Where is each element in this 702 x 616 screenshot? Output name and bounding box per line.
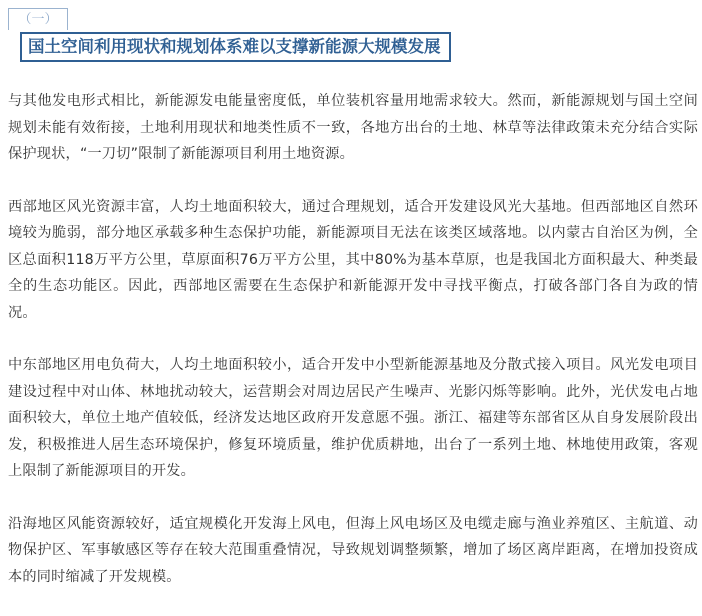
- section-title: 国土空间利用现状和规划体系难以支撑新能源大规模发展: [20, 32, 451, 62]
- paragraph-land-use-mismatch: 与其他发电形式相比，新能源发电能量密度低，单位装机容量用地需求较大。然而，新能源规划与国土空间规划未能有效衔接，土地利用现状和地类性质不一致，各地方出台的土地、林草等法律政策未充分结合实际保护现状，“一刀切”限制了新能源项目利用土地资源。: [8, 93, 698, 162]
- paragraph-coastal-region: 沿海地区风能资源较好，适宜规模化开发海上风电，但海上风电场区及电缆走廊与渔业养殖区、主航道、动物保护区、军事敏感区等存在较大范围重叠情况，导致规划调整频繁，增加了场区离岸距离，在增加投资成本的同时缩减了开发规模。: [8, 515, 698, 585]
- paragraph-central-eastern-region: 中东部地区用电负荷大，人均土地面积较小，适合开发中小型新能源基地及分散式接入项目。风光发电项目建设过程中对山体、林地扰动较大，运营期会对周边居民产生噪声、光影闪烁等影响。此外，光伏发电占地面积较大，单位土地产值较低，经济发达地区政府开发意愿不强。浙江、福建等东部省区从自身发展阶段出发，积极推进人居生态环境保护，修复环境质量，维护优质耕地，出台了一系列土地、林地使用政策，客观上限制了新能源项目的开发。: [8, 357, 698, 479]
- section-number-label: （一）: [8, 8, 68, 30]
- paragraph-western-region: 西部地区风光资源丰富，人均土地面积较大，通过合理规划，适合开发建设风光大基地。但西部地区自然环境较为脆弱，部分地区承载多种生态保护功能，新能源项目无法在该类区域落地。以内蒙古自治区为例，全区总面积118万平方公里，草原面积76万平方公里，其中80%为基本草原，也是我国北方面积最大、种类最全的生态功能区。因此，西部地区需要在生态保护和新能源开发中寻找平衡点，打破各部门各自为政的情况。: [8, 198, 698, 321]
- article-body: [8, 88, 698, 616]
